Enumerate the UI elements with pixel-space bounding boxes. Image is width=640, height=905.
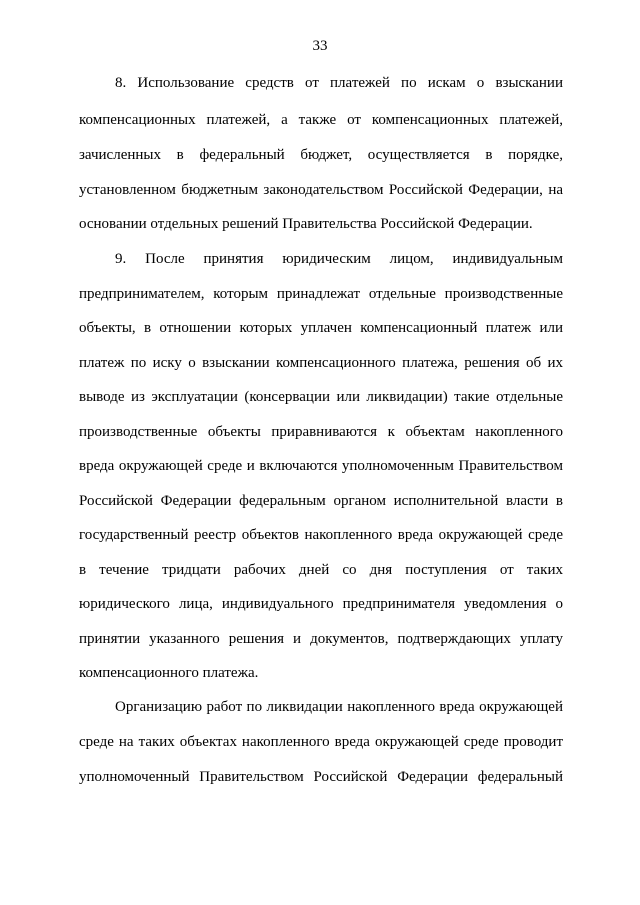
- paragraph-9-line-3: объекты, в отношении которых уплачен компенсационный платеж или: [79, 320, 563, 336]
- paragraph-8-line-1: 8. Использование средств от платежей по искам о взыскании: [115, 75, 563, 91]
- paragraph-9-line-5: выводе из эксплуатации (консервации или ликвидации) такие отдельные: [79, 389, 563, 405]
- paragraph-9-line-6: производственные объекты приравниваются к объектам накопленного: [79, 424, 563, 440]
- paragraph-8-line-5: основании отдельных решений Правительства Российской Федерации.: [79, 216, 533, 232]
- paragraph-9-line-2: предпринимателем, которым принадлежат отдельные производственные: [79, 286, 563, 302]
- paragraph-8-line-2: компенсационных платежей, а также от компенсационных платежей,: [79, 112, 563, 128]
- paragraph-8-line-3: зачисленных в федеральный бюджет, осуществляется в порядке,: [79, 147, 563, 163]
- paragraph-9-line-8: Российской Федерации федеральным органом исполнительной власти в: [79, 493, 563, 509]
- paragraph-9-line-9: государственный реестр объектов накопленного вреда окружающей среде: [79, 527, 563, 543]
- paragraph-9-line-10: в течение тридцати рабочих дней со дня поступления от таких: [79, 562, 563, 578]
- paragraph-10-line-3: уполномоченный Правительством Российской Федерации федеральный: [79, 769, 563, 785]
- paragraph-9-line-13: компенсационного платежа.: [79, 665, 259, 681]
- paragraph-9-line-4: платеж по иску о взыскании компенсационного платежа, решения об их: [79, 355, 563, 371]
- paragraph-10-line-2: среде на таких объектах накопленного вреда окружающей среде проводит: [79, 734, 563, 750]
- paragraph-9-line-11: юридического лица, индивидуального предпринимателя уведомления о: [79, 596, 563, 612]
- paragraph-8-line-4: установленном бюджетным законодательством Российской Федерации, на: [79, 182, 563, 198]
- page-number: 33: [312, 38, 328, 54]
- paragraph-9-line-1: 9. После принятия юридическим лицом, индивидуальным: [115, 251, 563, 267]
- paragraph-10-line-1: Организацию работ по ликвидации накопленного вреда окружающей: [115, 699, 563, 715]
- paragraph-9-line-7: вреда окружающей среде и включаются уполномоченным Правительством: [79, 458, 563, 474]
- paragraph-9-line-12: принятии указанного решения и документов, подтверждающих уплату: [79, 631, 563, 647]
